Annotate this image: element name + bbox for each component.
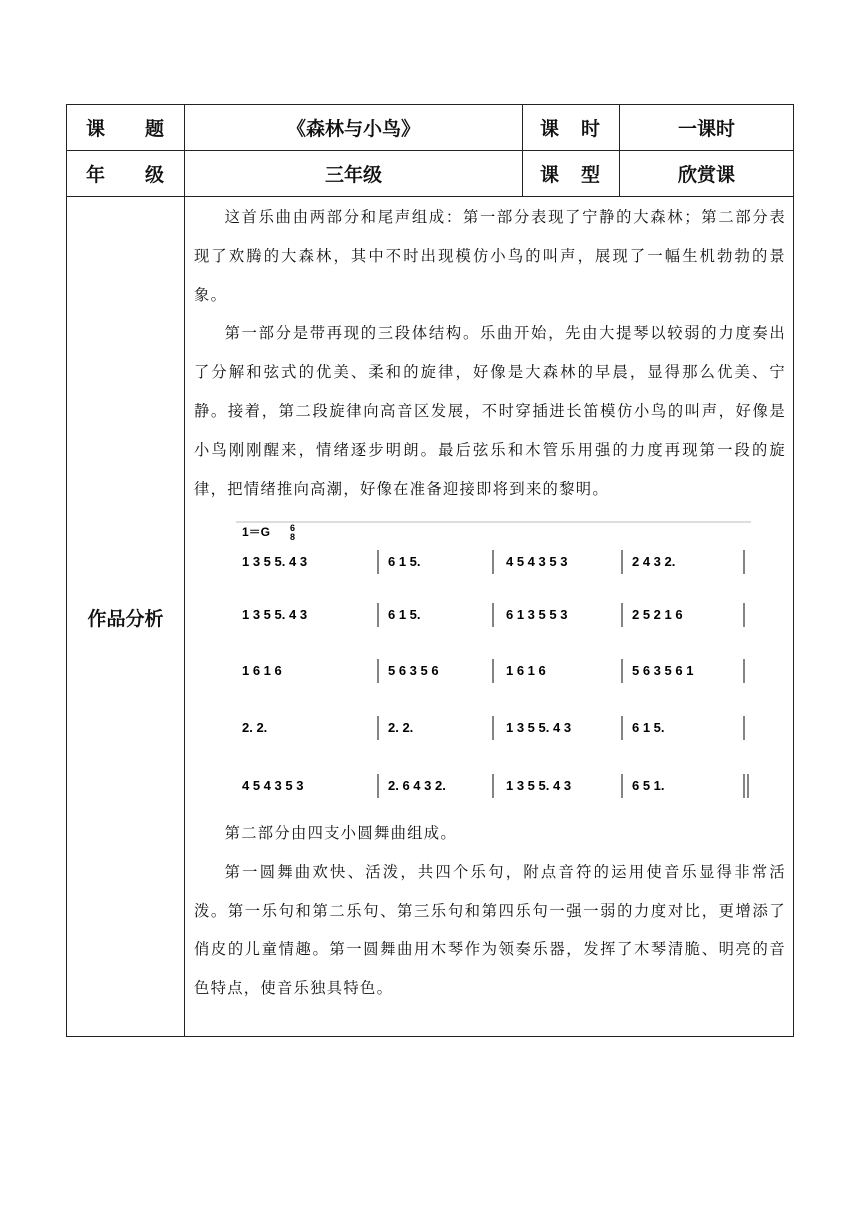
table-column-divider	[184, 104, 185, 1037]
score-measure: 1 6 1 6	[242, 663, 282, 678]
score-measure: 6 1 5.	[632, 720, 665, 735]
score-measure: 6 1 3 5 5 3	[506, 607, 568, 622]
grade-label-cell	[86, 151, 164, 196]
period-value: 一课时	[677, 118, 735, 140]
score-measure: 1 3 5 5. 4 3	[506, 720, 572, 735]
grade-value: 三年级	[324, 164, 382, 186]
table-column-divider	[522, 104, 523, 196]
type-label-cell	[540, 151, 600, 196]
score-measure: 1 3 5 5. 4 3	[506, 778, 572, 793]
analysis-paragraph: 第一部分是带再现的三段体结构。乐曲开始，先由大提琴以较弱的力度奏出了分解和弦式的优美、柔和的旋律，好像是大森林的早晨，显得那么优美、宁静。接着，第二段旋律向高音区发展，不时穿插进长笛模仿小鸟的叫声，好像是小鸟刚刚醒来，情绪逐步明朗。最后弦乐和木管乐用强的力度再现第一段的旋律，把情绪推向高潮，好像在准备迎接即将到来的黎明。	[194, 324, 786, 498]
score-time-top: 6	[290, 523, 296, 533]
score-measure: 1 3 5 5. 4 3	[242, 554, 308, 569]
score-measure: 6 5 1.	[632, 778, 665, 793]
analysis-paragraph: 第一圆舞曲欢快、活泼，共四个乐句，附点音符的运用使音乐显得非常活泼。第一乐句和第二乐句、第三乐句和第四乐句一强一弱的力度对比，更增添了俏皮的儿童情趣。第一圆舞曲用木琴作为领奏乐器，发挥了木琴清脆、明亮的音色特点，使音乐独具特色。	[194, 862, 786, 998]
table-border-right	[793, 104, 794, 1037]
score-measure: 6 1 5.	[388, 554, 421, 569]
music-score	[236, 518, 756, 808]
table-border-bottom	[66, 1036, 794, 1037]
topic-label-char-2: 题	[144, 118, 164, 140]
score-measure: 1 3 5 5. 4 3	[242, 607, 308, 622]
grade-label-char-1: 年	[86, 164, 106, 186]
score-measure: 5 6 3 5 6	[388, 663, 439, 678]
score-measure: 1 6 1 6	[506, 663, 546, 678]
score-measure: 5 6 3 5 6 1	[632, 663, 694, 678]
score-measure: 2 5 2 1 6	[632, 607, 683, 622]
type-value: 欣赏课	[677, 164, 735, 186]
type-label-char-1: 课	[540, 164, 560, 186]
analysis-text-bottom	[194, 814, 786, 1008]
score-measure: 2. 2.	[242, 720, 268, 735]
type-label-char-2: 型	[580, 164, 600, 186]
table-border-left	[66, 104, 67, 1037]
table-row-divider	[66, 196, 794, 197]
score-time-bottom: 8	[290, 532, 296, 542]
score-measure: 2. 6 4 3 2.	[388, 778, 446, 793]
period-label-char-2: 时	[580, 118, 600, 140]
topic-value: 《森林与小鸟》	[286, 118, 420, 140]
topic-label-cell	[86, 105, 164, 150]
score-measure: 4 5 4 3 5 3	[506, 554, 568, 569]
score-key: 1＝G	[242, 525, 271, 539]
score-measure: 2. 2.	[388, 720, 414, 735]
period-label-char-1: 课	[540, 118, 560, 140]
score-measure: 6 1 5.	[388, 607, 421, 622]
score-measure: 2 4 3 2.	[632, 554, 676, 569]
score-measure: 4 5 4 3 5 3	[242, 778, 304, 793]
analysis-paragraph: 这首乐曲由两部分和尾声组成：第一部分表现了宁静的大森林；第二部分表现了欢腾的大森林，其中不时出现模仿小鸟的叫声，展现了一幅生机勃勃的景象。	[194, 208, 786, 304]
topic-label-char-1: 课	[86, 118, 106, 140]
grade-label-char-2: 级	[144, 164, 164, 186]
period-label-cell	[540, 105, 600, 150]
analysis-paragraph: 第二部分由四支小圆舞曲组成。	[224, 824, 457, 842]
section-label: 作品分析	[87, 607, 164, 630]
analysis-text-top	[194, 198, 786, 508]
